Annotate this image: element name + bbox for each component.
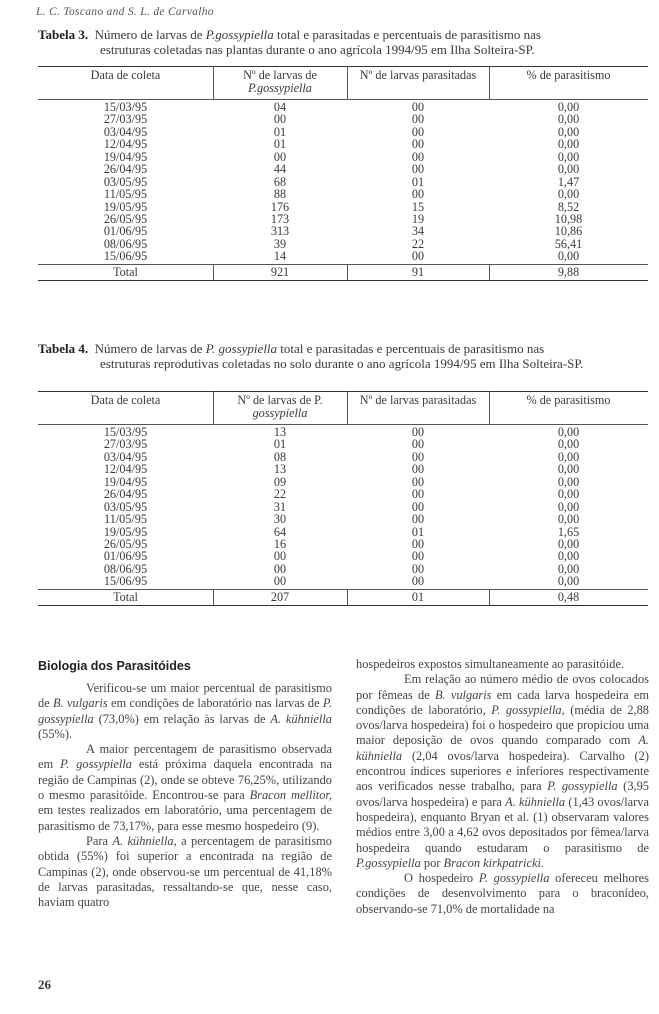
section-title: Biologia dos Parasitóides [38, 659, 191, 673]
table-cell: 13 [273, 462, 287, 477]
table-cell: 13 [273, 425, 287, 439]
table-cell: 0,00 [557, 187, 580, 202]
table-cell: 00 [273, 561, 287, 576]
table-cell: 00 [411, 425, 425, 439]
table3-total-larvae: 921 [270, 265, 290, 279]
table3-header-larvae-line2: P.gossypiella [248, 81, 312, 95]
table-cell: 15/06/95 [103, 574, 148, 589]
table-cell: 19/04/95 [103, 149, 148, 164]
page-number: 26 [38, 977, 51, 992]
table-cell: 11/05/95 [104, 187, 147, 202]
species-name: B. vulgaris [53, 696, 108, 711]
body-paragraph [38, 834, 332, 910]
table-cell: 14 [273, 249, 287, 264]
table3-caption-b: total e parasitadas e percentuais de parasitismo nas [277, 27, 541, 42]
text-run: em testes realizados em laboratório, uma percentagem de parasitismo de 73,17%, para esse mesmo hospedeiro (9). [38, 803, 332, 833]
table-cell: 00 [411, 124, 425, 139]
body-paragraph [38, 681, 332, 742]
table-cell: 10,98 [554, 211, 583, 226]
table-cell: 01 [273, 124, 287, 139]
table4-caption-a: Número de larvas de [94, 341, 203, 356]
species-name: Bracon kirkpatricki. [443, 855, 545, 870]
species-name: A. kühniella [112, 833, 174, 848]
text-run: (2,04 ovos/larva hospedeira). Carvalho (2) encontrou índices superiores e inferiores respectivamente aos verificados nesse trabalho, para [356, 748, 649, 794]
table-cell: 0,00 [557, 124, 580, 139]
table-cell: 19 [411, 211, 425, 226]
table-cell: 30 [273, 512, 287, 527]
table-cell: 09 [273, 474, 287, 489]
table-cell: 00 [411, 449, 425, 464]
table4-header-larvae [213, 394, 347, 420]
species-name: P. gossypiella [547, 779, 618, 794]
table3-total-parasitized: 91 [411, 265, 425, 279]
table-cell: 26/05/95 [103, 211, 148, 226]
table-cell: 26/04/95 [103, 162, 148, 177]
table-cell: 12/04/95 [103, 462, 148, 477]
table-cell: 04 [273, 100, 287, 114]
text-run: em cada larva hospedeira em condições de laboratório, [356, 687, 649, 717]
table-cell: 15/03/95 [103, 100, 148, 114]
table-cell: 0,00 [557, 474, 580, 489]
table-cell: 0,00 [557, 574, 580, 589]
body-paragraph [356, 657, 649, 672]
text-run: (1,43 ovos/larva hospedeira), enquanto Bryan et al. (1) observaram valores médios entre 3,00 a 4,62 ovos depositados por fêmea/larva hospedeira quando estudaram o parasitismo de [356, 794, 649, 855]
table-cell: 88 [273, 187, 287, 202]
table-cell: 0,00 [557, 462, 580, 477]
table-cell: 12/04/95 [103, 137, 148, 152]
text-run: Verificou-se um maior percentual de parasitismo de [38, 681, 332, 711]
table-cell: 39 [273, 236, 287, 251]
text-run: por [420, 855, 444, 870]
table4-header-larvae-line1: Nº de larvas de P. [237, 393, 323, 407]
body-paragraph [38, 742, 332, 834]
species-name: P.gossypiella [356, 855, 421, 870]
table4-label: Tabela 4. [38, 341, 89, 356]
table3-col-larvae [213, 101, 347, 263]
table-cell: 00 [411, 487, 425, 502]
text-run: (55%). [38, 726, 73, 741]
table-cell: 27/03/95 [103, 112, 148, 127]
running-header: L. C. Toscano and S. L. de Carvalho [36, 6, 214, 18]
table-cell: 00 [411, 437, 425, 452]
table-cell: 08/06/95 [103, 236, 148, 251]
table4-col-percent [489, 426, 648, 588]
species-name: B. vulgaris [434, 687, 492, 702]
table3-col-dates [38, 101, 213, 263]
species-name: A. kühniella [505, 794, 566, 809]
table3-header-date: Data de coleta [90, 68, 161, 82]
table-cell: 00 [411, 149, 425, 164]
table-cell: 31 [273, 499, 287, 514]
text-run: ofereceu melhores condições de desenvolvimento para o braconídeo, observando-se 71,0% de mortalidade na [356, 871, 649, 916]
table3-caption-line2: estruturas coletadas nas plantas durante o ano agrícola 1994/95 em Ilha Solteira-SP. [100, 42, 535, 57]
table-cell: 00 [411, 536, 425, 551]
species-name: A. kühniella [356, 733, 649, 763]
species-name: Bracon mellitor, [249, 788, 332, 803]
table-cell: 1,65 [557, 524, 580, 539]
table3-header-parasitized: Nº de larvas parasitadas [359, 68, 477, 82]
table-cell: 19/05/95 [103, 524, 148, 539]
table-cell: 11/05/95 [104, 512, 147, 527]
table4-caption-line2: estruturas reprodutivas coletadas no solo durante o ano agrícola 1994/95 em Ilha Solteira-SP. [100, 356, 584, 371]
table-cell: 00 [411, 499, 425, 514]
table-cell: 00 [411, 100, 425, 114]
table-cell: 01/06/95 [103, 224, 148, 239]
table4-total-label: Total [113, 590, 138, 604]
table-cell: 03/05/95 [103, 499, 148, 514]
table4-bottom-rule [38, 605, 648, 606]
table3-caption-a: Número de larvas de [94, 27, 203, 42]
table-cell: 00 [411, 561, 425, 576]
table4-header-percent: % de parasitismo [526, 393, 611, 407]
table-cell: 0,00 [557, 449, 580, 464]
table-cell: 00 [273, 549, 287, 564]
table-cell: 00 [411, 574, 425, 589]
table-cell: 15/03/95 [103, 425, 148, 439]
table-cell: 44 [273, 162, 287, 177]
table4-total-larvae: 207 [270, 590, 290, 604]
table-cell: 0,00 [557, 137, 580, 152]
species-name: P. gossypiella [478, 871, 550, 886]
text-run: O hospedeiro [404, 871, 479, 886]
table-cell: 00 [273, 574, 287, 589]
table-cell: 01 [411, 524, 425, 539]
table-cell: 15 [411, 199, 425, 214]
table-cell: 03/04/95 [103, 124, 148, 139]
table-cell: 0,00 [557, 549, 580, 564]
table-cell: 00 [411, 187, 425, 202]
table-cell: 00 [411, 549, 425, 564]
body-column-right [356, 657, 649, 917]
table-cell: 56,41 [554, 236, 583, 251]
table-cell: 173 [270, 211, 290, 226]
table-cell: 08 [273, 449, 287, 464]
table-cell: 00 [273, 112, 287, 127]
table-cell: 26/04/95 [103, 487, 148, 502]
table-cell: 0,00 [557, 249, 580, 264]
table3-col-parasitized [347, 101, 489, 263]
table-cell: 0,00 [557, 536, 580, 551]
table3-col-percent [489, 101, 648, 263]
species-name: A. kühniella [270, 711, 333, 726]
table3-caption [38, 27, 638, 57]
body-column-left [38, 681, 332, 910]
text-run: hospedeiros expostos simultaneamente ao parasitóide. [356, 657, 625, 671]
table-4 [38, 391, 648, 641]
table-cell: 00 [411, 112, 425, 127]
table-cell: 26/05/95 [103, 536, 148, 551]
table-3 [38, 66, 648, 316]
text-run: Em relação ao número médio de ovos colocados por fêmeas de [356, 672, 649, 702]
table-cell: 15/06/95 [103, 249, 148, 264]
table-cell: 01 [411, 174, 425, 189]
table-cell: 64 [273, 524, 287, 539]
table-cell: 00 [411, 137, 425, 152]
table-cell: 22 [273, 487, 287, 502]
text-run: (73,0%) em relação às larvas de [93, 711, 271, 726]
table-cell: 01 [273, 137, 287, 152]
body-paragraph [356, 871, 649, 917]
table-cell: 34 [411, 224, 425, 239]
species-name: P. gossypiella [38, 696, 332, 726]
table4-header-date: Data de coleta [90, 393, 161, 407]
table3-bottom-rule [38, 280, 648, 281]
table-cell: 176 [270, 199, 290, 214]
table-cell: 00 [273, 149, 287, 164]
table-cell: 03/05/95 [103, 174, 148, 189]
table4-total-percent: 0,48 [557, 590, 580, 604]
table-cell: 27/03/95 [103, 437, 148, 452]
table-cell: 00 [411, 512, 425, 527]
species-name: P. gossypiella [60, 757, 132, 772]
table-cell: 00 [411, 462, 425, 477]
table-cell: 08/06/95 [103, 561, 148, 576]
table-cell: 0,00 [557, 162, 580, 177]
table-cell: 0,00 [557, 512, 580, 527]
table-cell: 0,00 [557, 149, 580, 164]
table-cell: 0,00 [557, 487, 580, 502]
text-run: Para [86, 833, 113, 848]
table3-header-larvae [213, 69, 347, 95]
table3-label: Tabela 3. [38, 27, 89, 42]
text-run: A maior percentagem de parasitismo observada em [38, 742, 332, 772]
table-cell: 68 [273, 174, 287, 189]
text-run: , a percentagem de parasitismo obtida (55%) foi superior a encontrada na região de Campinas (2), onde observou-se um percentual de 41,18% de larvas parasitadas, ressaltando-se que, nesse caso, haviam quatro [38, 833, 332, 910]
table3-caption-species: P.gossypiella [205, 27, 274, 42]
body-paragraph [356, 672, 649, 871]
table-cell: 0,00 [557, 112, 580, 127]
table-cell: 19/05/95 [103, 199, 148, 214]
text-run: (3,95 ovos/larva hospedeira) e para [356, 779, 649, 809]
table-cell: 0,00 [557, 561, 580, 576]
table-cell: 01/06/95 [103, 549, 148, 564]
table4-header-parasitized: Nº de larvas parasitadas [359, 393, 477, 407]
table4-caption-species: P. gossypiella [205, 341, 278, 356]
table-cell: 19/04/95 [103, 474, 148, 489]
table-cell: 00 [411, 474, 425, 489]
table-cell: 0,00 [557, 499, 580, 514]
table4-caption [38, 341, 638, 371]
table-cell: 10,86 [554, 224, 583, 239]
table-cell: 16 [273, 536, 287, 551]
table4-col-larvae [213, 426, 347, 588]
table3-total-label: Total [113, 265, 138, 279]
table-cell: 1,47 [557, 174, 580, 189]
table-cell: 0,00 [557, 437, 580, 452]
table3-header-percent: % de parasitismo [526, 68, 611, 82]
table-cell: 22 [411, 236, 425, 251]
table-cell: 0,00 [557, 100, 580, 114]
table-cell: 8,52 [557, 199, 580, 214]
text-run: está próxima daquela encontrada na região de Campinas (2), onde se obteve 76,25%, utilizando o mesmo parasitóide. Encontrou-se para [38, 757, 332, 803]
table4-total-parasitized: 01 [411, 590, 425, 604]
species-name: P. gossypiella, [491, 702, 565, 717]
text-run: em condições de laboratório nas larvas de [107, 696, 323, 711]
table3-header-larvae-line1: Nº de larvas de [243, 68, 317, 82]
table4-header-larvae-line2: gossypiella [252, 406, 308, 420]
table-cell: 00 [411, 249, 425, 264]
table-cell: 01 [273, 437, 287, 452]
table-cell: 0,00 [557, 425, 580, 439]
table3-total-percent: 9,88 [557, 265, 580, 279]
table4-caption-b: total e parasitadas e percentuais de parasitismo nas [280, 341, 545, 356]
table4-col-dates [38, 426, 213, 588]
text-run: (média de 2,88 ovos/larva hospedeira) foi o hospedeiro que propiciou uma maior deposição de ovos quando comparado com [356, 702, 650, 748]
table-cell: 00 [411, 162, 425, 177]
table-cell: 313 [270, 224, 290, 239]
table-cell: 03/04/95 [103, 449, 148, 464]
table4-col-parasitized [347, 426, 489, 588]
